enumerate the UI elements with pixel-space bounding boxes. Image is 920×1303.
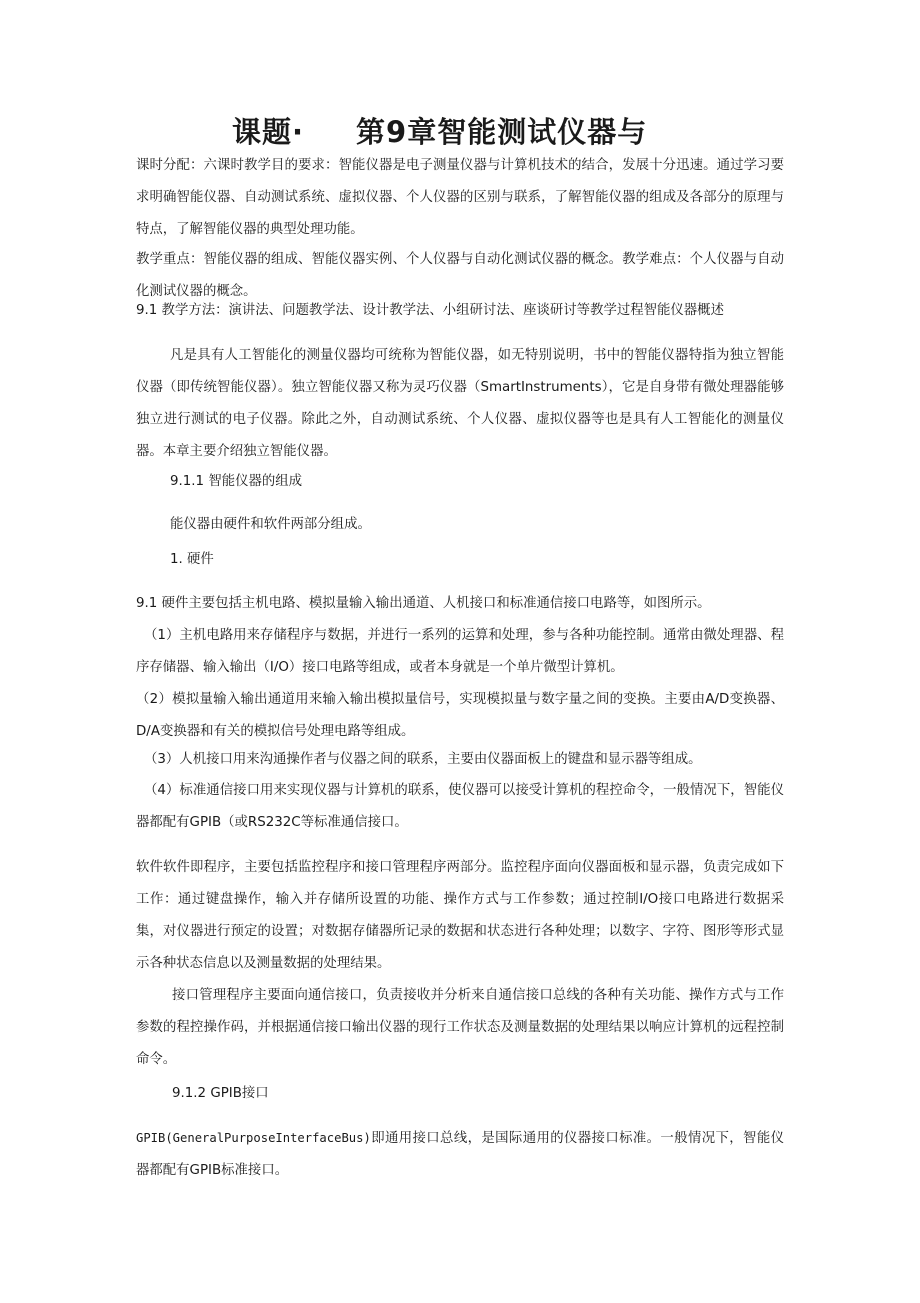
gpib-term: GPIB(GeneralPurposeInterfaceBus)	[136, 1131, 371, 1145]
section-9-1-1-heading: 9.1.1 智能仪器的组成	[170, 474, 303, 489]
hardware-item-3: （3）人机接口用来沟通操作者与仪器之间的联系，主要由仪器面板上的键盘和显示器等组成。	[144, 752, 702, 767]
hardware-intro: 9.1 硬件主要包括主机电路、模拟量输入输出通道、人机接口和标准通信接口电路等，如图所示。	[136, 596, 711, 611]
overview-paragraph: 凡是具有人工智能化的测量仪器均可统称为智能仪器，如无特别说明，书中的智能仪器特指为独立智能仪器（即传统智能仪器）。独立智能仪器又称为灵巧仪器（SmartInstruments），它是自身带有微处理器能够独立进行测试的电子仪器。除此之外，自动测试系统、个人仪器、虚拟仪器等也是具有人工智能化的测量仪器。本章主要介绍独立智能仪器。	[136, 348, 784, 459]
focus-paragraph: 教学重点：智能仪器的组成、智能仪器实例、个人仪器与自动化测试仪器的概念。教学难点：个人仪器与自动化测试仪器的概念。	[136, 252, 784, 299]
gpib-paragraph	[136, 1122, 784, 1187]
intro-paragraph: 课时分配：六课时教学目的要求：智能仪器是电子测量仪器与计算机技术的结合，发展十分迅速。通过学习要求明确智能仪器、自动测试系统、虚拟仪器、个人仪器的区别与联系，了解智能仪器的组成及各部分的原理与特点，了解智能仪器的典型处理功能。	[136, 158, 784, 237]
method-line: 9.1 教学方法：演讲法、问题教学法、设计教学法、小组研讨法、座谈研讨等教学过程智能仪器概述	[136, 303, 724, 318]
hardware-heading: 1. 硬件	[170, 552, 214, 567]
title-right: 第9章智能测试仪器与	[356, 115, 648, 149]
software-paragraph: 软件软件即程序，主要包括监控程序和接口管理程序两部分。监控程序面向仪器面板和显示器，负责完成如下工作：通过键盘操作，输入并存储所设置的功能、操作方式与工作参数；通过控制I/O接口电路进行数据采集，对仪器进行预定的设置；对数据存储器所记录的数据和状态进行各种处理；以数字、字符、图形等形式显示各种状态信息以及测量数据的处理结果。	[136, 860, 784, 971]
title-left: 课题·	[232, 115, 305, 149]
interface-management-paragraph: 接口管理程序主要面向通信接口，负责接收并分析来自通信接口总线的各种有关功能、操作方式与工作参数的程控操作码，并根据通信接口输出仪器的现行工作状态及测量数据的处理结果以响应计算机的远程控制命令。	[136, 988, 784, 1067]
hardware-item-2: （2）模拟量输入输出通道用来输入输出模拟量信号，实现模拟量与数字量之间的变换。主要由A/D变换器、D/A变换器和有关的模拟信号处理电路等组成。	[136, 692, 784, 739]
composition-line: 能仪器由硬件和软件两部分组成。	[170, 517, 371, 532]
hardware-item-1: （1）主机电路用来存储程序与数据，并进行一系列的运算和处理，参与各种功能控制。通常由微处理器、程序存储器、输入输出（I/O）接口电路等组成，或者本身就是一个单片微型计算机。	[136, 628, 784, 675]
gpib-text: 即通用接口总线，是国际通用的仪器接口标准。一般情况下，智能仪器都配有GPIB标准接口。	[136, 1131, 784, 1178]
hardware-item-4: （4）标准通信接口用来实现仪器与计算机的联系，使仪器可以接受计算机的程控命令，一般情况下，智能仪器都配有GPIB（或RS232C等标准通信接口。	[136, 783, 784, 830]
page-title	[232, 112, 792, 152]
section-9-1-2-heading: 9.1.2 GPIB接口	[172, 1086, 269, 1101]
